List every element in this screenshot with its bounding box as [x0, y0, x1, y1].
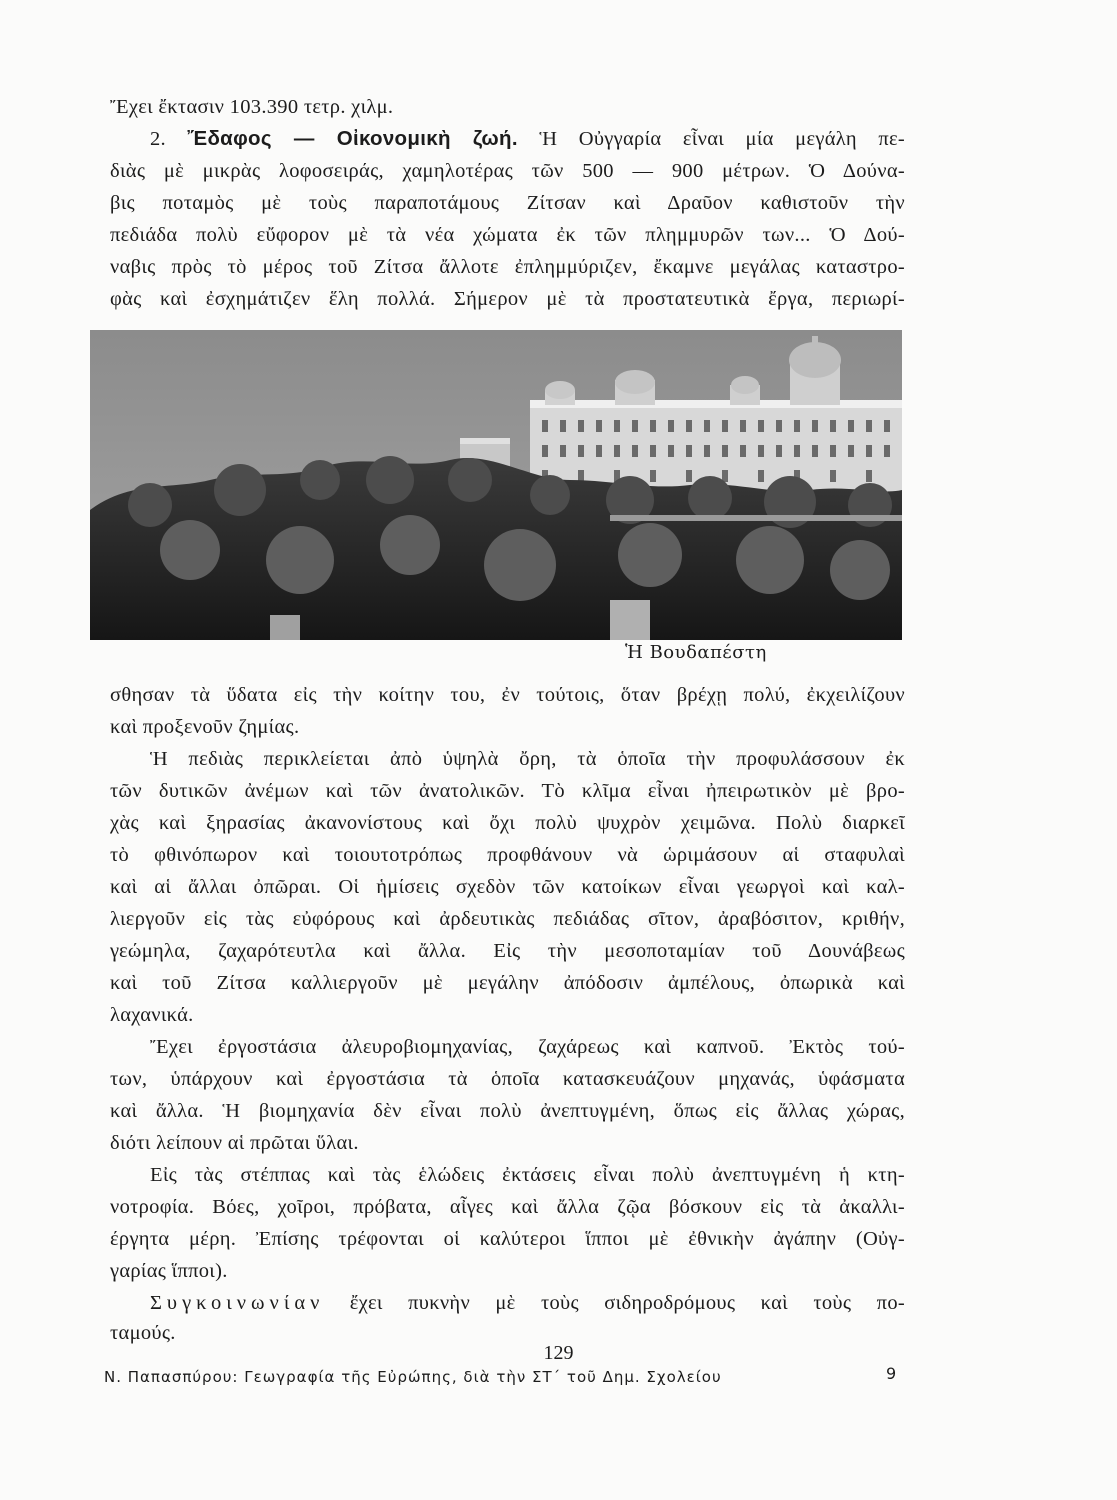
text-line-25: έργητα μέρη. Ἐπίσης τρέφονται οἱ καλύτεροι ἵπποι μὲ ἐθνικὴν ἀγάπην (Οὐγ- [110, 1228, 905, 1250]
spaced-word: Συγκοινωνίαν [150, 1292, 325, 1314]
text-line-6: ναβις πρὸς τὸ μέρος τοῦ Ζίτσα ἄλλοτε ἐπλημμύριζεν, ἔκαμνε μεγάλας καταστρο- [110, 256, 905, 278]
text-line-19: Ἔχει ἐργοστάσια ἀλευροβιομηχανίας, ζαχάρεως καὶ καπνοῦ. Ἐκτὸς τού- [150, 1036, 905, 1058]
text-line-28: ταμούς. [110, 1322, 176, 1344]
text-line-23: Εἰς τὰς στέππας καὶ τὰς ἑλώδεις ἐκτάσεις εἶναι πολὺ ἀνεπτυγμένη ἡ κτη- [150, 1164, 905, 1186]
section-number: 2. [150, 128, 188, 150]
text-line-16: γεώμηλα, ζαχαρότευτλα καὶ ἄλλα. Εἰς τὴν μεσοποταμίαν τοῦ Δουνάβεως [110, 940, 905, 962]
text-line-18: λαχανικά. [110, 1004, 194, 1026]
text-line-11: τῶν δυτικῶν ἀνέμων καὶ τῶν ἀνατολικῶν. Τὸ κλῖμα εἶναι ἠπειρωτικὸν μὲ βρο- [110, 780, 905, 802]
text-line-5: πεδιάδα πολὺ εὔφορον μὲ τὰ νέα χώματα ἐκ τῶν πλημμυρῶν των... Ὁ Δού- [110, 224, 905, 246]
footer-citation: Ν. Παπασπύρου: Γεωγραφία τῆς Εὐρώπης, διὰ τὴν ΣΤ΄ τοῦ Δημ. Σχολείου [104, 1368, 722, 1386]
text-line-3: διὰς μὲ μικρὰς λοφοσειράς, χαμηλοτέρας τῶν 500 — 900 μέτρων. Ὁ Δούνα- [110, 160, 905, 182]
text-line-4: βις ποταμὸς μὲ τοὺς παραποτάμους Ζίτσαν καὶ Δραῦον καθιστοῦν τὴν [110, 192, 905, 214]
text-line-1: Ἔχει ἔκτασιν 103.390 τετρ. χιλμ. [110, 96, 394, 118]
text-line-24: νοτροφία. Βόες, χοῖροι, πρόβατα, αἶγες καὶ ἄλλα ζῷα βόσκουν εἰς τὰ ἀκαλλι- [110, 1196, 905, 1218]
text-line-14: καὶ αἱ ἄλλαι ὀπῶραι. Οἱ ἡμίσεις σχεδὸν τῶν κατοίκων εἶναι γεωργοὶ καὶ καλ- [110, 876, 905, 898]
text-line-27-rest: ἔχει πυκνὴν μὲ τοὺς σιδηροδρόμους καὶ τοὺς πο- [324, 1292, 905, 1314]
section-text: Ἡ Οὐγγαρία εἶναι μία μεγάλη πε- [517, 128, 906, 150]
text-line-8: σθησαν τὰ ὕδατα εἰς τὴν κοίτην του, ἐν τούτοις, ὅταν βρέχῃ πολύ, ἐκχειλίζουν [110, 684, 905, 706]
section-title: Ἔδαφος — Οἰκονομικὴ ζωή. [187, 127, 518, 150]
text-line-27 [110, 1288, 905, 1318]
text-line-9: καὶ προξενοῦν ζημίας. [110, 716, 300, 738]
text-line-26: γαρίας ἵπποι). [110, 1260, 228, 1282]
text-line-7: φὰς καὶ ἐσχημάτιζεν ἕλη πολλά. Σήμερον μὲ τὰ προστατευτικὰ ἔργα, περιωρί- [110, 288, 905, 310]
text-line-22: διότι λείπουν αἱ πρῶται ὕλαι. [110, 1132, 359, 1154]
text-line-10: Ἡ πεδιὰς περικλείεται ἀπὸ ὑψηλὰ ὄρη, τὰ ὁποῖα τὴν προφυλάσσουν ἐκ [150, 748, 905, 770]
page-number: 129 [543, 1342, 574, 1364]
section-2-heading-line [110, 124, 905, 154]
text-line-21: καὶ ἄλλα. Ἡ βιομηχανία δὲν εἶναι πολὺ ἀνεπτυγμένη, ὅπως εἰς ἄλλας χώρας, [110, 1100, 905, 1122]
photo-caption: Ἡ Βουδαπέστη [625, 642, 767, 663]
text-line-13: τὸ φθινόπωρον καὶ τοιουτοτρόπως προφθάνουν νὰ ὡριμάσουν αἱ σταφυλαὶ [110, 844, 905, 866]
text-line-12: χὰς καὶ ξηρασίας ἀκανονίστους καὶ ὄχι πολὺ ψυχρὸν χειμῶνα. Πολὺ διαρκεῖ [110, 812, 905, 834]
text-line-17: καὶ τοῦ Ζίτσα καλλιεργοῦν μὲ μεγάλην ἀπόδοσιν ἀμπέλους, ὀπωρικὰ καὶ [110, 972, 905, 994]
text-line-15: λιεργοῦν εἰς τὰς εὐφόρους καὶ ἀρδευτικὰς πεδιάδας σῖτον, ἀραβόσιτον, κριθήν, [110, 908, 905, 930]
budapest-photo-illustration [90, 330, 902, 640]
text-line-20: των, ὑπάρχουν καὶ ἐργοστάσια τὰ ὁποῖα κατασκευάζουν μηχανάς, ὑφάσματα [110, 1068, 905, 1090]
sheet-number: 9 [886, 1364, 897, 1383]
budapest-photo [90, 330, 902, 640]
